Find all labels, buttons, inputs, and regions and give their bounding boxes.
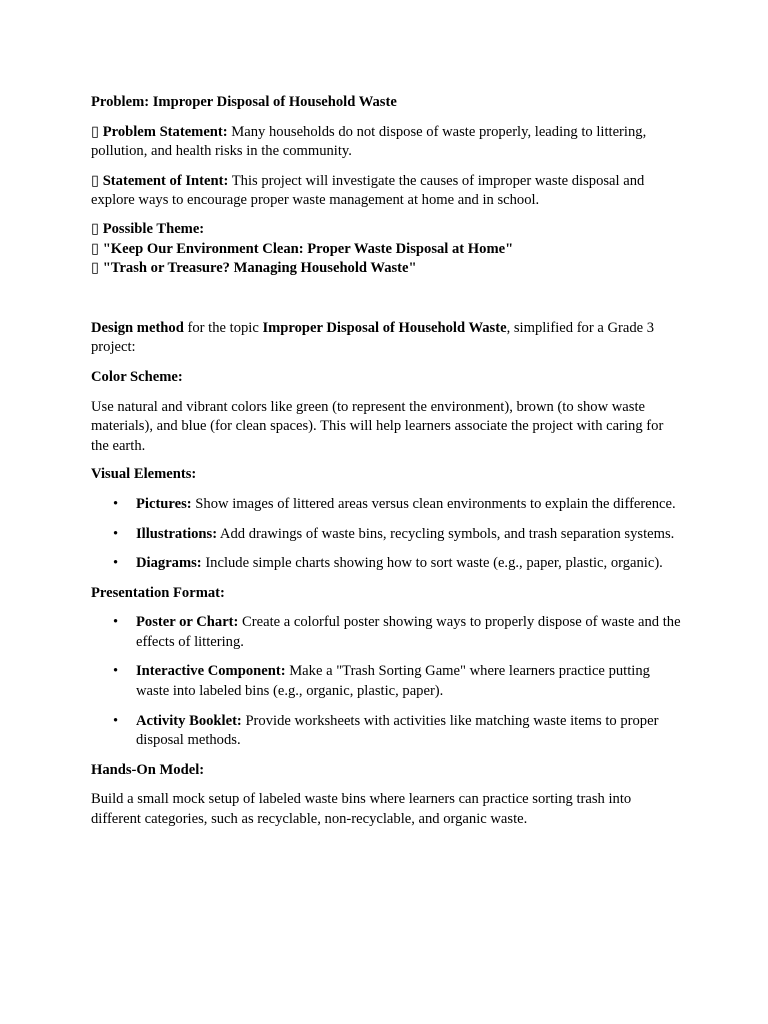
problem-statement-label: Problem Statement: [102, 123, 228, 140]
hands-on-model-heading: Hands-On Model: [91, 761, 205, 778]
missing-glyph-icon: ▯ [91, 172, 100, 189]
statement-of-intent-paragraph [91, 172, 681, 211]
hands-on-model-text: Build a small mock setup of labeled waste bins where learners can practice sorting trash into different categories, such as recyclable, non-recyclable, and organic waste. [91, 791, 632, 828]
problem-statement-paragraph [91, 123, 681, 162]
theme-item: "Trash or Treasure? Managing Household Waste" [102, 260, 417, 277]
document-body [91, 93, 681, 830]
bullet-icon: • [113, 555, 119, 572]
list-item: • Activity Booklet: Provide worksheets with activities like matching waste items to proper disposal methods. [113, 712, 659, 749]
presentation-format-heading: Presentation Format: [91, 584, 225, 601]
list-item: • Illustrations: Add drawings of waste bins, recycling symbols, and trash separation systems. [91, 525, 681, 545]
missing-glyph-icon: ▯ [91, 220, 100, 237]
theme-item: "Keep Our Environment Clean: Proper Waste Disposal at Home" [102, 240, 514, 257]
visual-elements-list [91, 495, 681, 574]
possible-theme-label: Possible Theme: [102, 220, 205, 237]
bullet-icon: • [113, 525, 119, 542]
problem-statement-text: Many households do not dispose of waste properly, leading to littering, pollution, and health risks in the community. [91, 123, 647, 160]
missing-glyph-icon: ▯ [91, 260, 100, 277]
color-scheme-heading: Color Scheme: [91, 368, 183, 385]
color-scheme-text: Use natural and vibrant colors like green (to represent the environment), brown (to show waste materials), and blue (for clean spaces). This will help learners associate the project with caring for the earth. [91, 398, 664, 454]
list-item: • Poster or Chart: Create a colorful poster showing ways to properly dispose of waste and the effects of littering. [113, 614, 681, 650]
design-intro-paragraph: Design method for the topic Improper Disposal of Household Waste, simplified for a Grade 3 project: [91, 319, 655, 356]
bullet-icon: • [113, 663, 119, 680]
list-item: • Interactive Component: Make a "Trash Sorting Game" where learners practice putting waste into labeled bins (e.g., organic, plastic, paper). [113, 663, 650, 700]
bullet-icon: • [113, 495, 119, 512]
missing-glyph-icon: ▯ [91, 240, 100, 257]
problem-heading: Problem: Improper Disposal of Household Waste [91, 94, 397, 110]
presentation-format-list [91, 613, 681, 751]
statement-of-intent-text: This project will investigate the causes of improper waste disposal and explore ways to encourage proper waste management at home and in school. [91, 172, 645, 209]
spacer [91, 279, 681, 319]
statement-of-intent-label: Statement of Intent: [102, 172, 229, 189]
possible-theme-paragraph [91, 220, 681, 279]
bullet-icon: • [113, 712, 119, 729]
visual-elements-heading: Visual Elements: [91, 466, 197, 483]
list-item: • Diagrams: Include simple charts showing how to sort waste (e.g., paper, plastic, organic). [91, 554, 681, 574]
missing-glyph-icon: ▯ [91, 123, 100, 140]
bullet-icon: • [113, 614, 119, 631]
list-item: • Pictures: Show images of littered areas versus clean environments to explain the difference. [91, 495, 681, 515]
